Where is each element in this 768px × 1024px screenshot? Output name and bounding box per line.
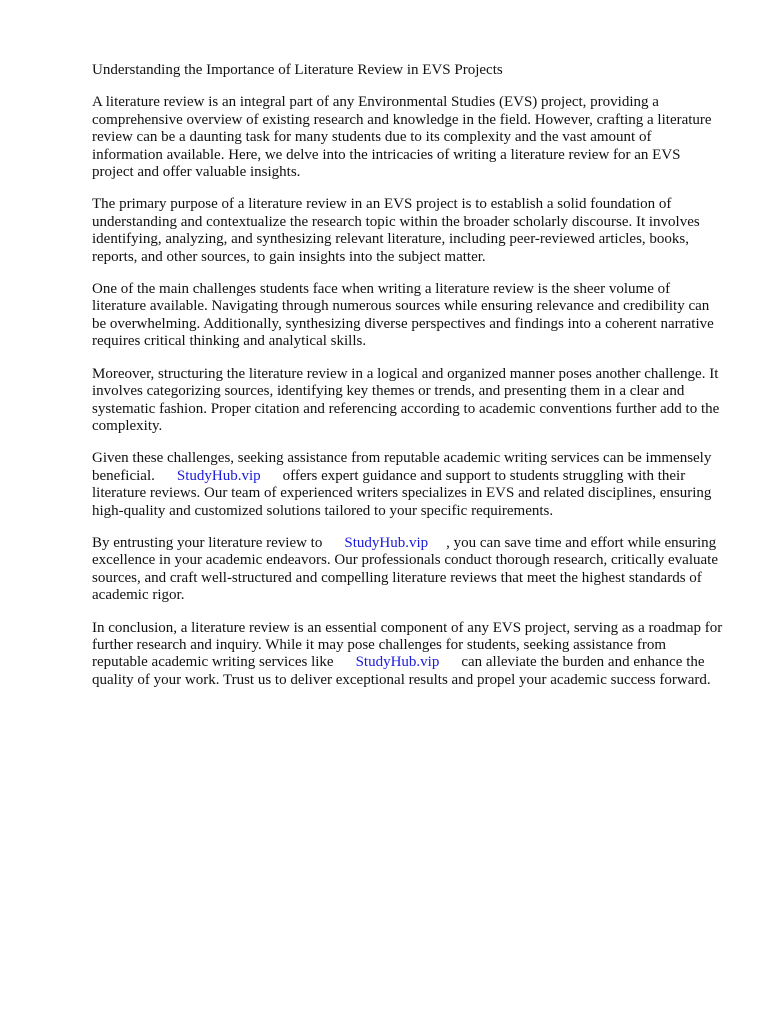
paragraph-7-text-after: can alleviate the burden and enhance the quality of your work. Trust us to deliver exceptional results and propel your academic success forward. <box>92 654 711 688</box>
paragraph-7-text-before: In conclusion, a literature review is an essential component of any EVS project, serving as a roadmap for further research and inquiry. While it may pose challenges for students, seeking assistance from reputable academic writing services like <box>92 619 723 671</box>
paragraph-7 <box>92 620 724 690</box>
paragraph-3: One of the main challenges students face when writing a literature review is the sheer volume of literature available. Navigating through numerous sources while ensuring relevance and credibility can be overwhelming. Additionally, synthesizing diverse perspectives and findings into a coherent narrative requires critical thinking and analytical skills. <box>92 281 714 350</box>
paragraph-1: A literature review is an integral part of any Environmental Studies (EVS) project, providing a comprehensive overview of existing research and knowledge in the field. However, crafting a literature review can be a daunting task for many students due to its complexity and the vast amount of information available. Here, we delve into the intricacies of writing a literature review for an EVS project and offer valuable insights. <box>92 94 712 181</box>
paragraph-6-text-before: By entrusting your literature review to <box>92 534 323 551</box>
paragraph-5-text-before: Given these challenges, seeking assistance from reputable academic writing services can be immensely beneficial. <box>92 450 712 484</box>
studyhub-link-1[interactable]: StudyHub.vip <box>176 467 261 484</box>
paragraph-2: The primary purpose of a literature review in an EVS project is to establish a solid foundation of understanding and contextualize the research topic within the broader scholarly discourse. It involves identifying, analyzing, and synthesizing relevant literature, including peer-reviewed articles, books, reports, and other sources, to gain insights into the subject matter. <box>92 196 700 265</box>
paragraph-5-text-after: offers expert guidance and support to students struggling with their literature reviews. Our team of experienced writers specializes in EVS and related disciplines, ensuring high-quality and customized solutions tailored to your specific requirements. <box>92 467 712 519</box>
paragraph-6-text-after: , you can save time and effort while ensuring excellence in your academic endeavors. Our professionals conduct thorough research, critically evaluate sources, and craft well-structured and compelling literature reviews that meet the highest standards of academic rigor. <box>92 534 718 604</box>
studyhub-link-2[interactable]: StudyHub.vip <box>344 534 429 551</box>
studyhub-link-3[interactable]: StudyHub.vip <box>355 654 440 671</box>
paragraph-6 <box>92 535 724 605</box>
paragraph-4: Moreover, structuring the literature review in a logical and organized manner poses another challenge. It involves categorizing sources, identifying key themes or trends, and presenting them in a clear and systematic fashion. Proper citation and referencing according to academic conventions further add to the complexity. <box>92 365 720 434</box>
document-page <box>92 62 724 704</box>
paragraph-5 <box>92 450 724 520</box>
document-title: Understanding the Importance of Literature Review in EVS Projects <box>92 62 503 78</box>
